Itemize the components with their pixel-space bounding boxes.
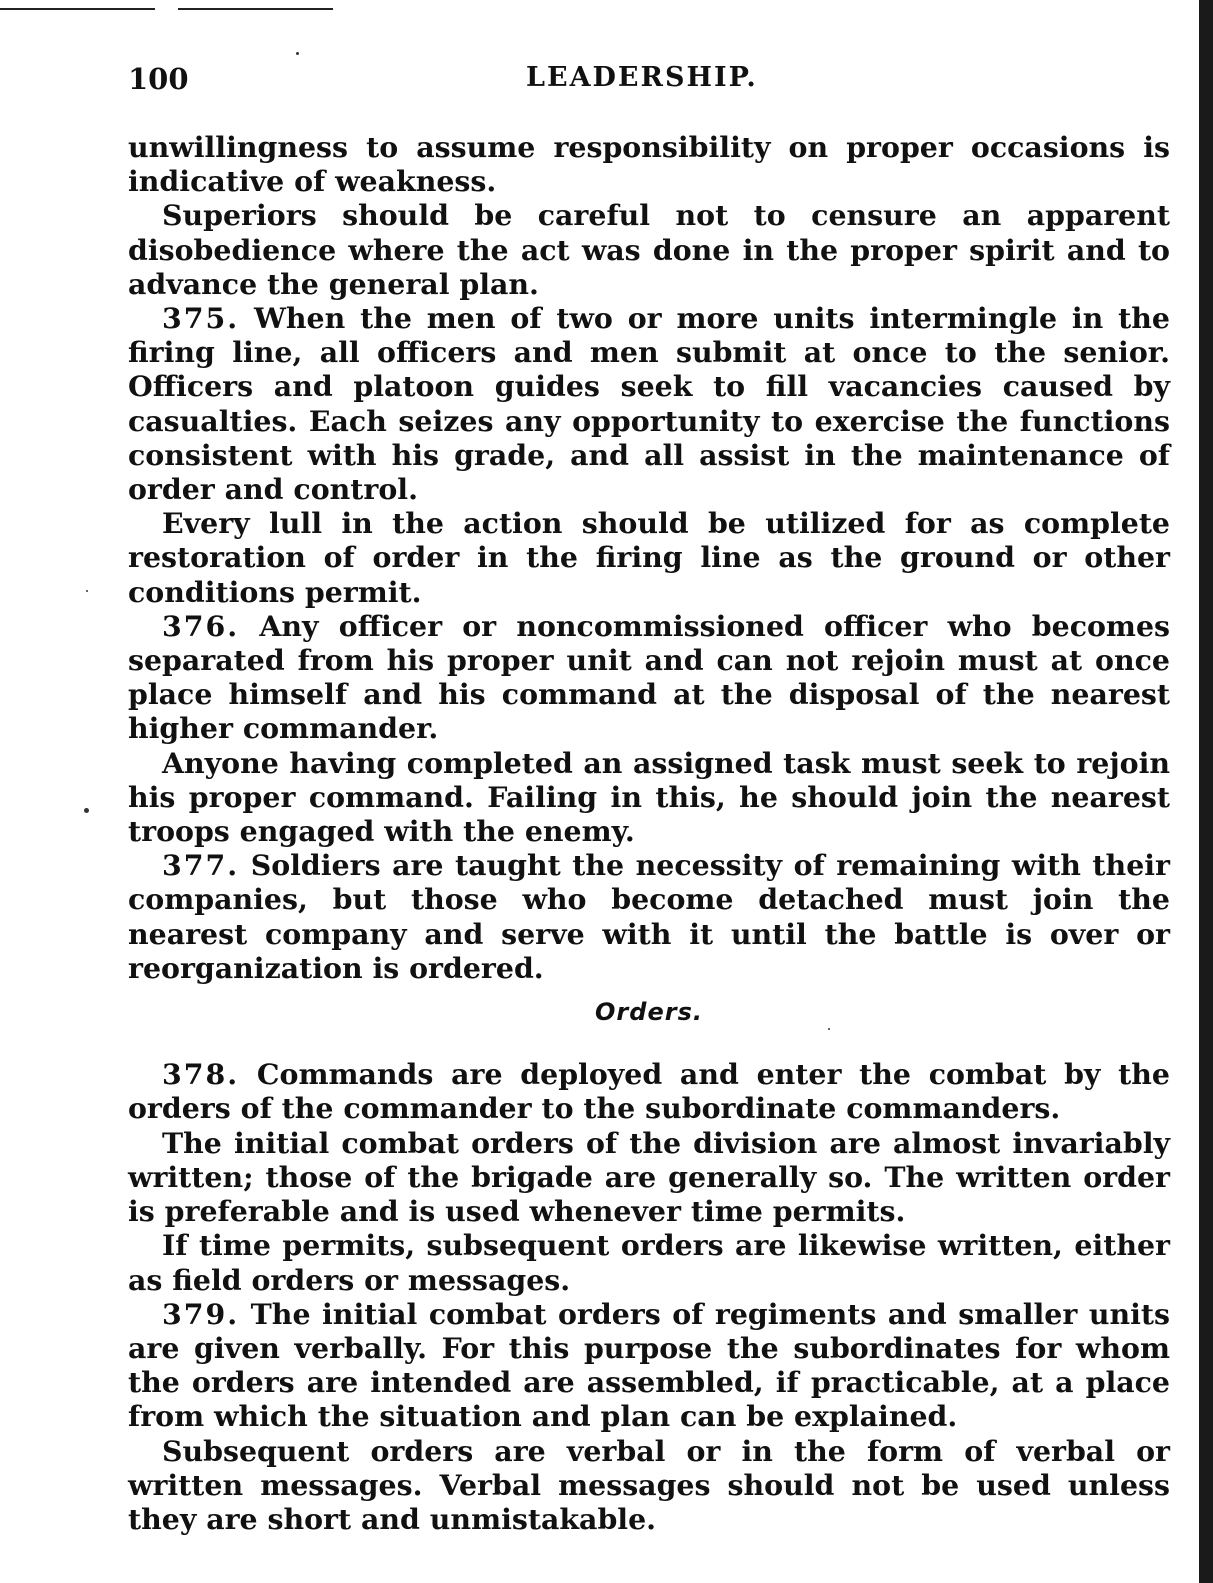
section-heading: Orders. (595, 998, 703, 1027)
paragraph-376: 376. Any officer or noncommissioned officer who becomes separated from his proper unit and can not rejoin must at once place himself and his command at the disposal of the nearest higher commander. (128, 608, 1171, 746)
print-speck (84, 808, 89, 813)
paragraph: Anyone having completed an assigned task must seek to rejoin his proper command. Failing in this, he should join the nearest troops engaged with the enemy. (128, 745, 1170, 849)
paragraph-continued: unwillingness to assume responsibility on proper occasions is indicative of weakness. (128, 130, 1170, 199)
print-speck (86, 590, 88, 592)
paragraph-375: 375. When the men of two or more units intermingle in the firing line, all officers and men submit at once to the senior. Officers and platoon guides seek to fill vacancies caused by casualties. Each seizes any opportunity to exercise the functions consistent with his grade, and all assist in the maintenance of order and control. (128, 301, 1170, 507)
page-number: 100 (128, 62, 189, 96)
paragraph-number: 378. (162, 1057, 240, 1092)
paragraph-377: 377. Soldiers are taught the necessity of remaining with their companies, but those who become detached must join the nearest company and serve with it until the battle is over or reorganization is ordered. (128, 848, 1170, 985)
paragraph-number: 377. (162, 848, 240, 883)
print-speck (296, 52, 299, 55)
page-body (128, 130, 1170, 1536)
paragraph-number: 379. (162, 1296, 240, 1331)
page-header (128, 62, 1173, 102)
running-head: LEADERSHIP. (526, 62, 758, 93)
paragraph: Subsequent orders are verbal or in the form of verbal or written messages. Verbal messages should not be used unless they are short and unmistakable. (128, 1433, 1170, 1536)
paragraph: Every lull in the action should be utilized for as complete restoration of order in the firing line as the ground or other conditions permit. (128, 506, 1170, 609)
paragraph: If time permits, subsequent orders are likewise written, either as field orders or messages. (128, 1228, 1170, 1297)
page-edge-shadow (1199, 0, 1213, 1583)
paragraph-378: 378. Commands are deployed and enter the combat by the orders of the commander to the subordinate commanders. (128, 1057, 1170, 1126)
top-rule-right (178, 8, 333, 10)
paragraph-number: 375. (162, 301, 240, 336)
paragraph-number: 376. (162, 608, 240, 643)
paragraph: The initial combat orders of the division are almost invariably written; those of the brigade are generally so. The written order is preferable and is used whenever time permits. (128, 1125, 1170, 1229)
top-rule-left (0, 8, 155, 10)
paragraph: Superiors should be careful not to censure an apparent disobedience where the act was done in the proper spirit and to advance the general plan. (128, 198, 1170, 301)
paragraph-379: 379. The initial combat orders of regiments and smaller units are given verbally. For this purpose the subordinates for whom the orders are intended are assembled, if practicable, at a place from which the situation and plan can be explained. (128, 1296, 1170, 1434)
